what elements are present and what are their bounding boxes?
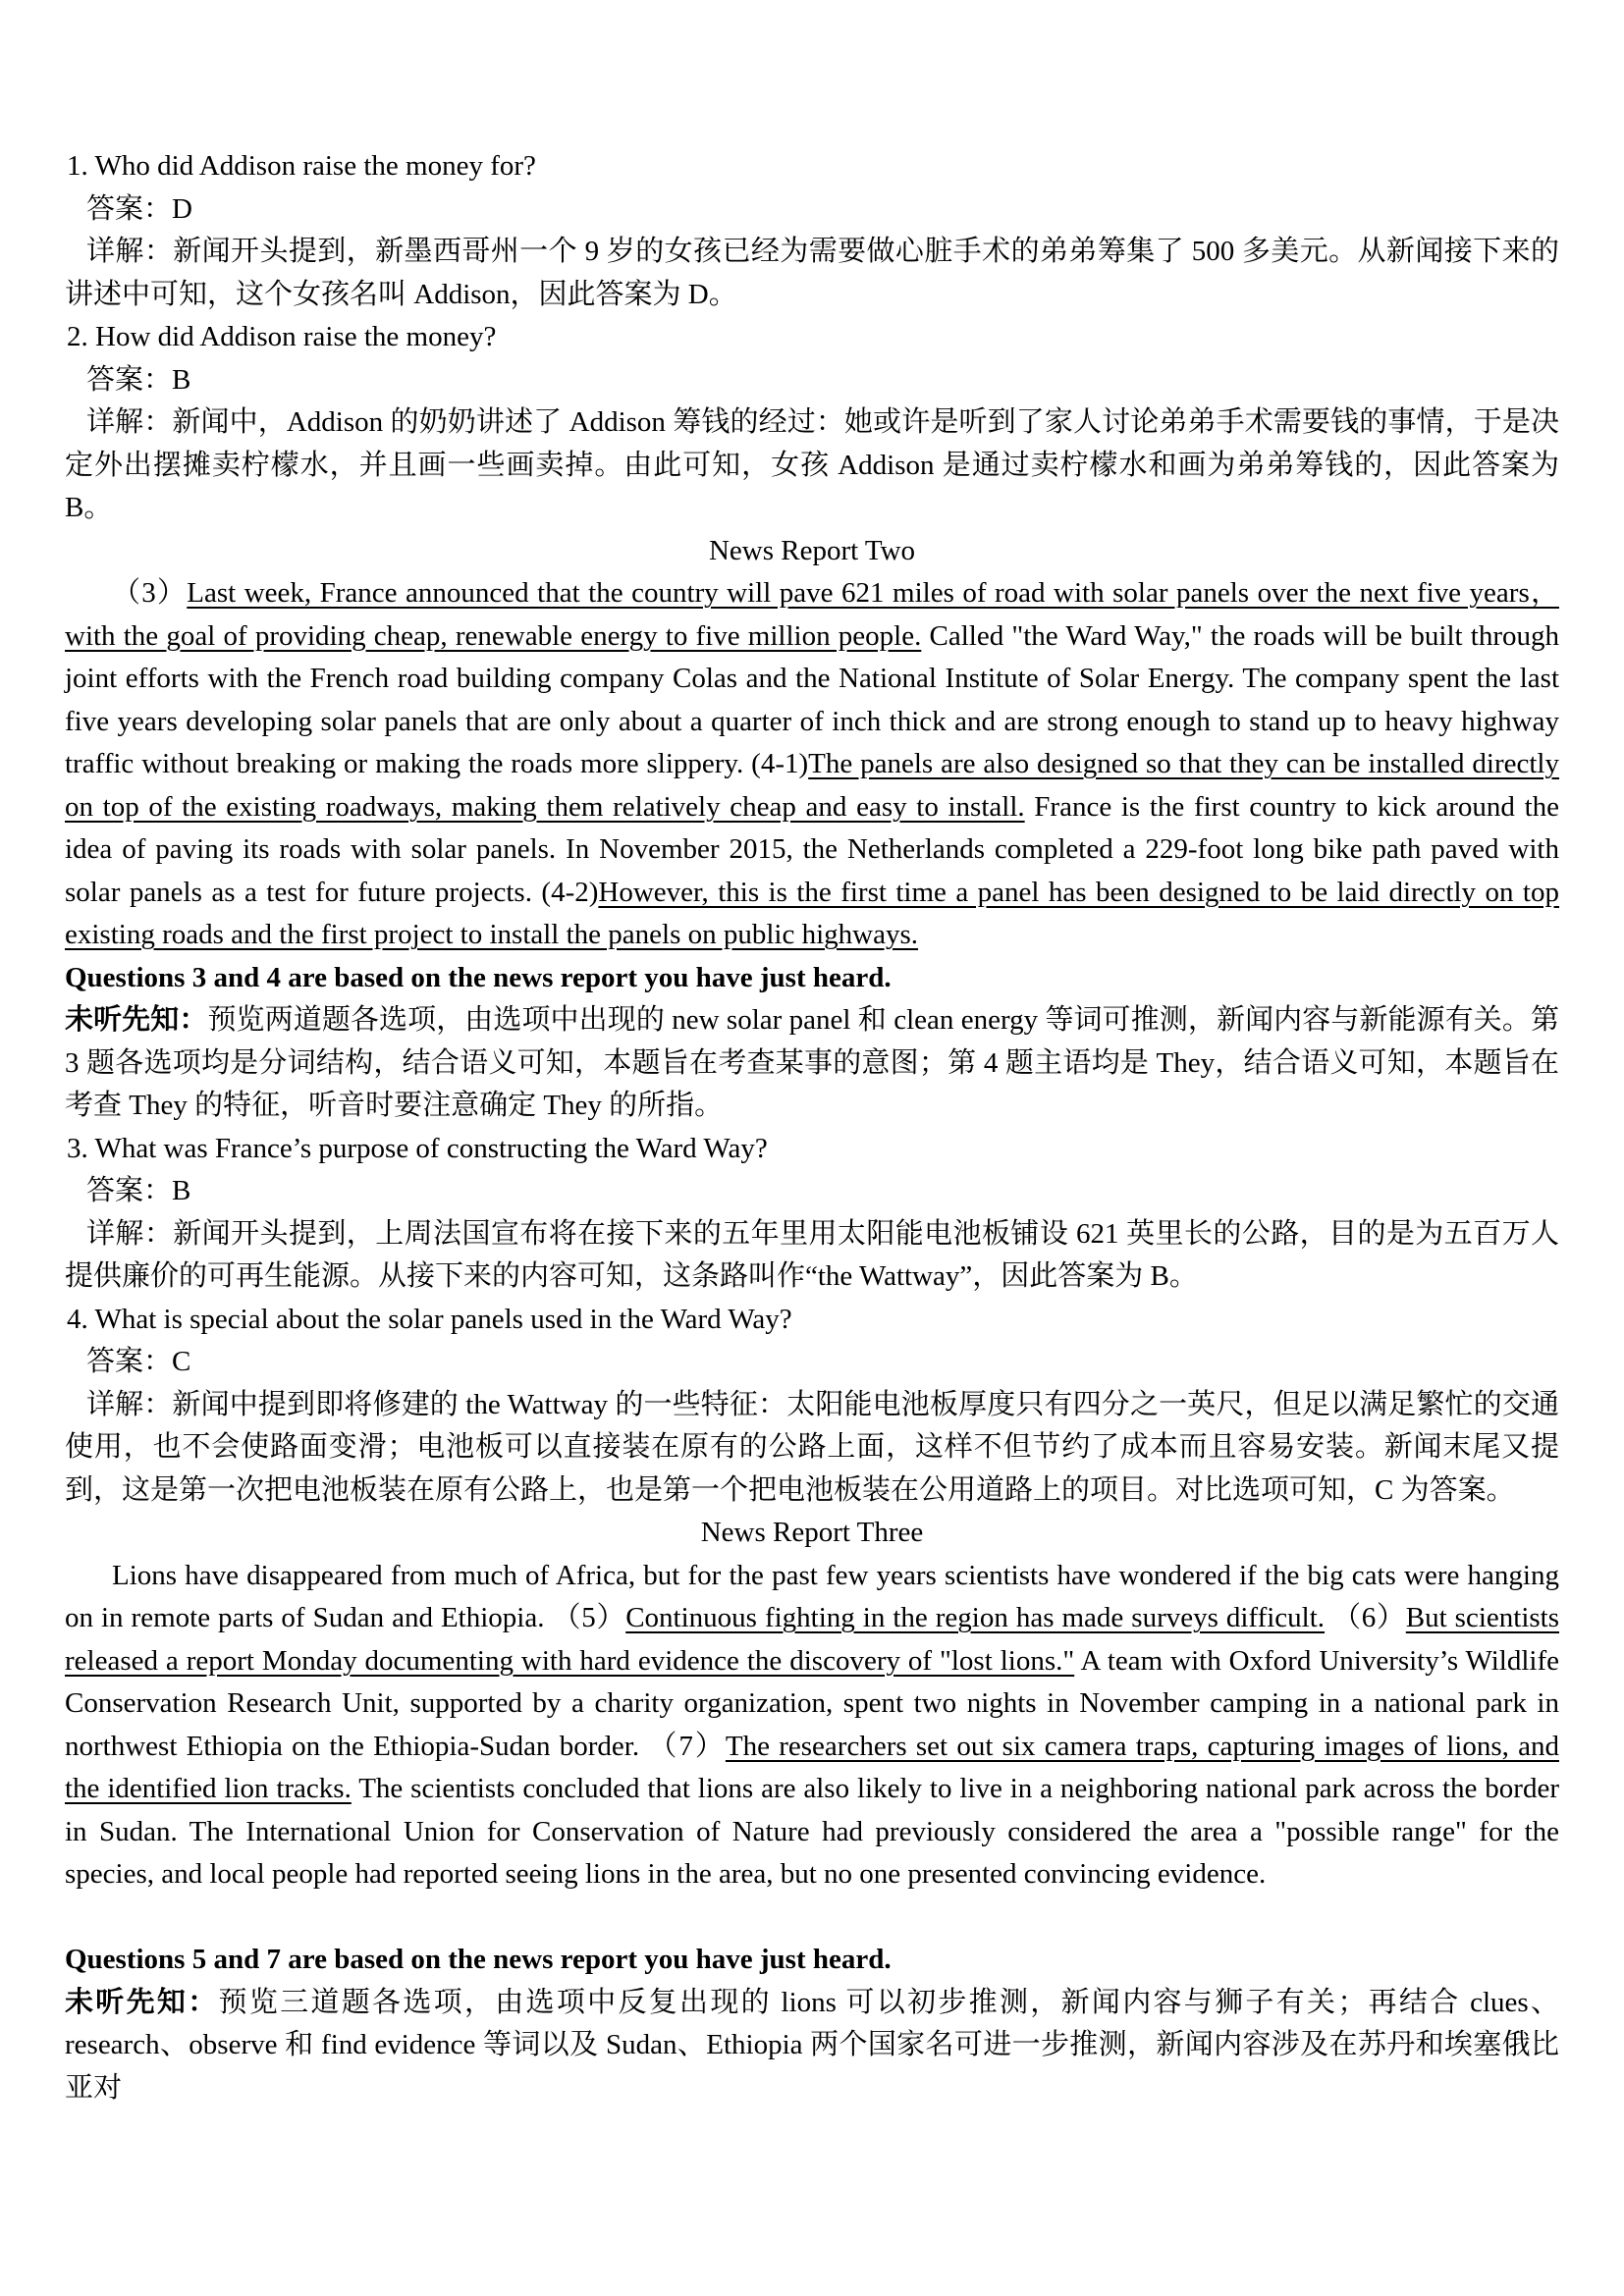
text-segment: The researchers set out six camera traps, capturing images of lions, and the identified lion tracks. xyxy=(65,1730,1559,1804)
text-segment: （6） xyxy=(1325,1602,1406,1633)
text-segment: However, this is the first time a panel has been designed to be laid directly on top existing roads and the first project to install the panels on public highways. xyxy=(65,876,1559,950)
text-segment: Last week, France announced that the country will pave 621 miles of road with solar panels over the next five years，with the goal of providing cheap, renewable energy to five million people. xyxy=(65,577,1559,652)
text-segment: A team with Oxford University’s Wildlife Conservation Research Unit, supported by a charity organization, spent two nights in November camping in a national park in northwest Ethiopia on the Ethiopia-Sudan border. （7） xyxy=(65,1644,1559,1762)
news-report-two-paragraph xyxy=(65,572,1559,957)
blank-line xyxy=(65,1896,1559,1940)
questions-5-7-header: Questions 5 and 7 are based on the news report you have just heard. xyxy=(65,1944,892,1975)
text-segment: The panels are also designed so that they can be installed directly on top of the existing roadways, making them relatively cheap and easy to install. xyxy=(65,748,1559,823)
text-segment: Lions have disappeared from much of Africa, but for the past few years scientists have wondered if the big cats were hanging on in remote parts of Sudan and Ethiopia. （5） xyxy=(65,1559,1559,1633)
news-report-two-heading: News Report Two xyxy=(708,534,916,566)
text-segment: Continuous fighting in the region has made surveys difficult. xyxy=(625,1602,1326,1633)
text-segment: 未听先知： xyxy=(65,1004,208,1036)
question-4: 4. What is special about the solar panels used in the Ward Way? xyxy=(67,1303,792,1335)
explanation-3: 详解：新闻开头提到，上周法国宣布将在接下来的五年里用太阳能电池板铺设 621 英里长的公路，目的是为五百万人提供廉价的可再生能源。从接下来的内容可知，这条路叫作“the Wattway”，因此答案为 B。 xyxy=(65,1217,1559,1292)
text-segment: Called "the Ward Way," the roads will be built through joint efforts with the French road building company Colas and the National Institute of Solar Energy. The company spent the last five years developing solar panels that are only about a quarter of inch thick and are strong enough to stand up to heavy highway traffic without breaking or making the roads more slippery. (4-1) xyxy=(65,619,1559,779)
answer-3: 答案：B xyxy=(86,1175,191,1206)
news-report-three-paragraph xyxy=(65,1555,1559,1896)
text-segment: 预览两道题各选项，由选项中出现的 new solar panel 和 clean energy 等词可推测，新闻内容与新能源有关。第 3 题各选项均是分词结构，结合语义可知，本题旨在考查某事的意图；第 4 题主语均是 They，结合语义可知，本题旨在考查 They 的特征，听音时要注意确定 They 的所指。 xyxy=(65,1004,1559,1121)
answer-2: 答案：B xyxy=(86,363,191,396)
text-segment: The scientists concluded that lions are also likely to live in a neighboring national park across the border in Sudan. The International Union for Conservation of Nature had previously considered the area a "possible range" for the species, and local people had reported seeing lions in the area, but no one presented convincing evidence. xyxy=(65,1773,1559,1890)
text-segment: 未听先知： xyxy=(65,1986,219,2018)
question-1: 1. Who did Addison raise the money for? xyxy=(67,150,536,182)
questions-3-4-header: Questions 3 and 4 are based on the news report you have just heard. xyxy=(65,961,892,993)
text-segment: （3） xyxy=(112,577,188,609)
text-segment: France is the first country to kick around the idea of paving its roads with solar panels. In November 2015, the Netherlands completed a 229-foot long bike path paved with solar panels as a test for future projects. (4-2) xyxy=(65,790,1560,908)
text-segment: 预览三道题各选项，由选项中反复出现的 lions 可以初步推测，新闻内容与狮子有关；再结合 clues、research、observe 和 find evidence 等词以及 Sudan、Ethiopia 两个国家名可进一步推测，新闻内容涉及在苏丹和埃塞俄比亚对 xyxy=(65,1986,1559,2104)
question-3: 3. What was France’s purpose of constructing the Ward Way? xyxy=(67,1132,768,1164)
explanation-1: 详解：新闻开头提到，新墨西哥州一个 9 岁的女孩已经为需要做心脏手术的弟弟筹集了 500 多美元。从新闻接下来的讲述中可知，这个女孩名叫 Addison，因此答案为 D。 xyxy=(65,236,1559,310)
preview-questions-3-4 xyxy=(65,999,1559,1128)
explanation-2: 详解：新闻中，Addison 的奶奶讲述了 Addison 筹钱的经过：她或许是听到了家人讨论弟弟手术需要钱的事情，于是决定外出摆摊卖柠檬水，并且画一些画卖掉。由此可知，女孩 Addison 是通过卖柠檬水和画为弟弟筹钱的，因此答案为 B。 xyxy=(65,406,1559,523)
question-2: 2. How did Addison raise the money? xyxy=(67,321,497,352)
preview-questions-5-7 xyxy=(65,1982,1559,2110)
text-segment: But scientists released a report Monday documenting with hard evidence the discovery of "lost lions." xyxy=(65,1602,1560,1677)
news-report-three-heading: News Report Three xyxy=(700,1517,924,1548)
answer-4: 答案：C xyxy=(86,1346,191,1377)
answer-1: 答案：D xyxy=(86,192,192,225)
explanation-4: 详解：新闻中提到即将修建的 the Wattway 的一些特征：太阳能电池板厚度只有四分之一英尺，但足以满足繁忙的交通使用，也不会使路面变滑；电池板可以直接装在原有的公路上面，这样不但节约了成本而且容易安装。新闻末尾又提到，这是第一次把电池板装在原有公路上，也是第一个把电池板装在公用道路上的项目。对比选项可知，C 为答案。 xyxy=(65,1388,1559,1506)
